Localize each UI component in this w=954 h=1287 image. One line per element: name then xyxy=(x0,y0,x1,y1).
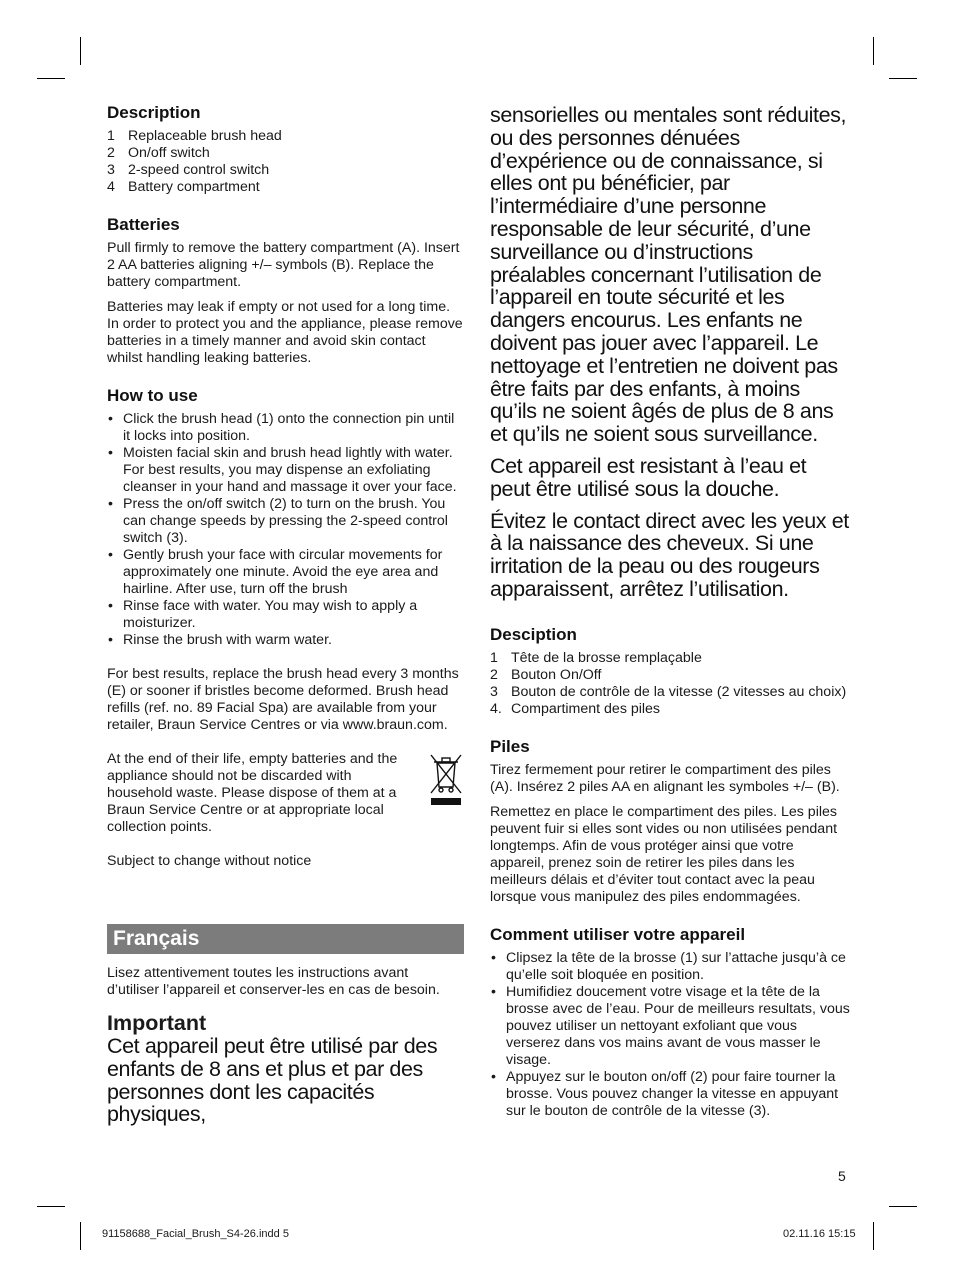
piles-text xyxy=(490,762,850,906)
crop-mark xyxy=(873,37,874,65)
list-item: • Rinse the brush with warm water. xyxy=(107,632,464,649)
list-item: • Moisten facial skin and brush head lightly with water. For best results, you may dispense an exfoliating cleanser in your hand and massage it over your face. xyxy=(107,445,464,496)
desciption-list xyxy=(490,650,850,718)
list-item: • Click the brush head (1) onto the connection pin until it locks into position. xyxy=(107,411,464,445)
paragraph: Subject to change without notice xyxy=(107,853,312,869)
important-heading: Important xyxy=(107,1011,207,1035)
francais-intro: Lisez attentivement toutes les instructions avant d’utiliser l’appareil et conserver-les en cas de besoin. xyxy=(107,965,440,998)
comment-list xyxy=(490,950,850,1120)
list-item: • Appuyez sur le bouton on/off (2) pour faire tourner la brosse. Vous pouvez changer la vitesse en appuyant sur le bouton de contrôle de la vitesse (3). xyxy=(490,1069,850,1120)
desciption-heading: Desciption xyxy=(490,624,577,644)
batteries-text xyxy=(107,240,464,367)
comment-heading: Comment utiliser votre appareil xyxy=(490,924,746,944)
crop-mark xyxy=(889,78,917,79)
page-number: 5 xyxy=(838,1168,846,1184)
paragraph: Remettez en place le compartiment des piles. Les piles peuvent fuir si elles sont vides ou non utilisées pendant longtemps. Afin de vous protéger ainsi que votre appareil, prenez soin de retirer les piles dans les meilleurs délais et d’éviter tout contact avec la peau lorsque vous manipulez des piles endommagées. xyxy=(490,803,838,905)
left-column xyxy=(107,102,464,1126)
replace-text-block xyxy=(107,666,464,870)
francais-section-bar: Français xyxy=(107,924,464,954)
paragraph: Évitez le contact direct avec les yeux et à la naissance des cheveux. Si une irritation de la peau ou des rougeurs apparaissent, arrêtez l’utilisation. xyxy=(490,508,849,601)
footer-date: 02.11.16 15:15 xyxy=(783,1228,856,1240)
list-item: • Clipsez la tête de la brosse (1) sur l’attache jusqu’à ce qu’elle soit bloquée en position. xyxy=(490,950,850,984)
batteries-heading: Batteries xyxy=(107,215,180,234)
list-item: 2 On/off switch xyxy=(107,145,210,161)
list-item: 2 Bouton On/Off xyxy=(490,666,602,683)
footer-file: 91158688_Facial_Brush_S4-26.indd 5 xyxy=(102,1228,289,1240)
paragraph: At the end of their life, empty batteries and the appliance should not be discarded with household waste. Please dispose of them at a Braun Service Centre or at appropriate local collection points. xyxy=(107,751,398,835)
crop-mark xyxy=(37,1206,65,1207)
crop-mark xyxy=(889,1206,917,1207)
paragraph: For best results, replace the brush head every 3 months (E) or sooner if bristles become deformed. Brush head refills (ref. no. 89 Facial Spa) are available from your retailer, Braun Service Centres or via www.braun.com. xyxy=(107,666,459,733)
description-heading: Description xyxy=(107,103,201,122)
paragraph: sensorielles ou mentales sont réduites, ou des personnes dénuées d’expérience ou de connaissance, si elles ont pu bénéficier, par l’intermédiaire d’une personne responsable de leur sécurité, d’une surveillance ou d’instructions préalables concernant l’utilisation de l’appareil en toute sécurité et les dangers encourus. Les enfants ne doivent pas jouer avec l’appareil. Le nettoyage et l’entretien ne doivent pas être faits par des enfants, à moins qu’ils ne soient âgés de plus de 8 ans et qu’ils ne soient sous surveillance. xyxy=(490,103,847,447)
right-column xyxy=(490,104,850,1120)
how-to-use-heading: How to use xyxy=(107,386,198,405)
disposal-block xyxy=(107,751,464,836)
important-text: Cet appareil peut être utilisé par des enfants de 8 ans et plus et par des personnes dont les capacités physiques, xyxy=(107,1034,438,1127)
list-item: 1 Tête de la brosse remplaçable xyxy=(490,649,702,666)
description-list xyxy=(107,128,464,196)
how-to-use-list xyxy=(107,411,464,649)
list-item: • Humifidiez doucement votre visage et la tête de la brosse avec de l’eau. Pour de meilleurs resultats, vous pouvez utiliser un nettoyant exfoliant que vous verserez dans vos mains avant de vous masser le visage. xyxy=(490,984,850,1069)
crop-mark xyxy=(37,78,65,79)
list-item: 3 Bouton de contrôle de la vitesse (2 vitesses au choix) xyxy=(490,683,847,700)
weee-bin-icon xyxy=(428,751,464,807)
list-item: 4. Compartiment des piles xyxy=(490,700,661,717)
list-item: 1 Replaceable brush head xyxy=(107,128,282,144)
piles-heading: Piles xyxy=(490,736,530,756)
safety-text xyxy=(490,104,850,601)
list-item: • Gently brush your face with circular movements for approximately one minute. Avoid the eye area and hairline. After use, turn off the brush xyxy=(107,547,464,598)
list-item: 4 Battery compartment xyxy=(107,179,260,195)
list-item: • Press the on/off switch (2) to turn on the brush. You can change speeds by pressing the 2-speed control switch (3). xyxy=(107,496,464,547)
list-item: 3 2-speed control switch xyxy=(107,162,270,178)
paragraph: Batteries may leak if empty or not used for a long time. In order to protect you and the appliance, please remove batteries in a timely manner and avoid skin contact whilst handling leaking batteries. xyxy=(107,299,463,366)
paragraph: Pull firmly to remove the battery compartment (A). Insert 2 AA batteries aligning +/– symbols (B). Replace the battery compartment. xyxy=(107,240,460,290)
paragraph: Cet appareil est resistant à l’eau et peut être utilisé sous la douche. xyxy=(490,453,807,501)
list-item: • Rinse face with water. You may wish to apply a moisturizer. xyxy=(107,598,464,632)
crop-mark xyxy=(873,1222,874,1250)
crop-mark xyxy=(80,1222,81,1250)
paragraph: Tirez fermement pour retirer le compartiment des piles (A). Insérez 2 piles AA en alignant les symboles +/– (B). xyxy=(490,761,840,795)
crop-mark xyxy=(80,37,81,65)
